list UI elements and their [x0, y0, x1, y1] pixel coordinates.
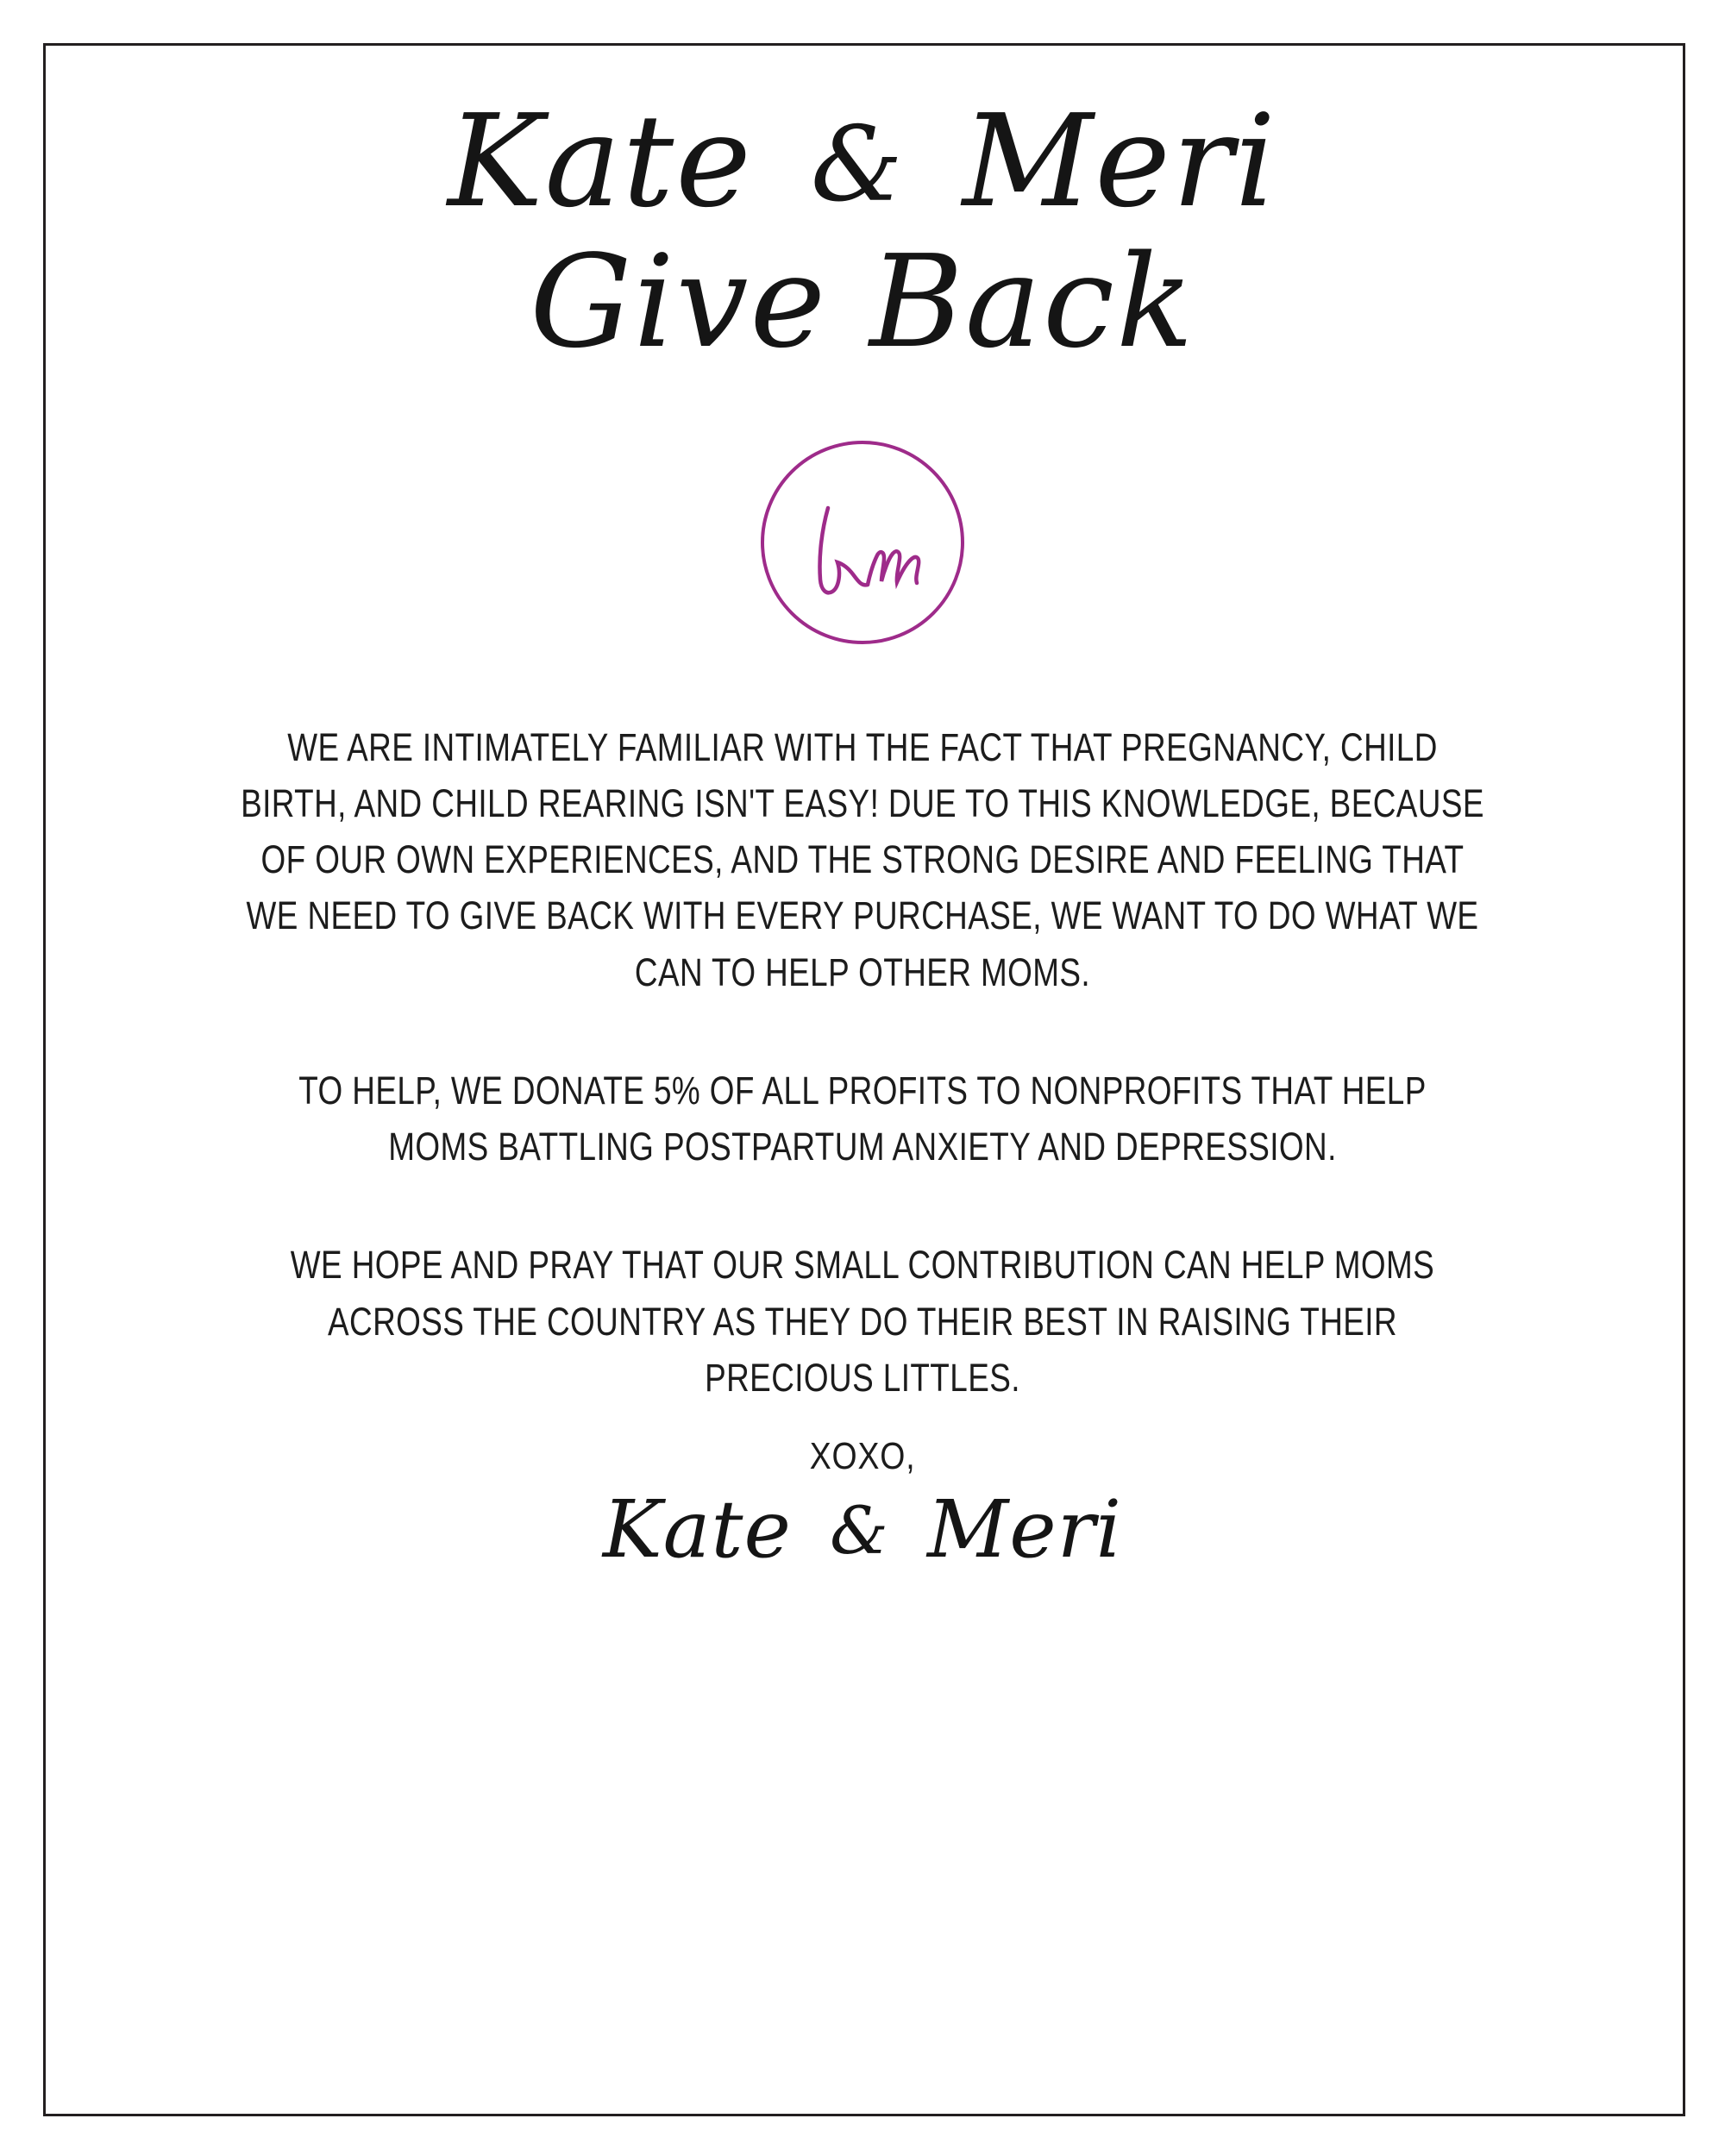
title-name-meri: Meri: [962, 87, 1277, 235]
paragraph-mission: WE ARE INTIMATELY FAMILIAR WITH THE FACT THAT PREGNANCY, CHILD BIRTH, AND CHILD REARING ISN'T EASY! DUE TO THIS KNOWLEDGE, BECAUSE OF OUR OWN EXPERIENCES, AND THE STRONG DESIRE AND FEELING THAT WE NEED TO GIVE BACK WITH EVERY PURCHASE, WE WANT TO DO WHAT WE CAN TO HELP OTHER MOMS.: [241, 724, 1484, 994]
title-name-kate: Kate: [447, 87, 753, 235]
signature-kate: Kate: [602, 1483, 792, 1576]
closing-text: XOXO,: [809, 1435, 916, 1478]
signature-names: [603, 1483, 1122, 1576]
paragraph-donation: TO HELP, WE DONATE 5% OF ALL PROFITS TO NONPROFITS THAT HELP MOMS BATTLING POSTPARTUM ANXIETY AND DEPRESSION.: [298, 1068, 1427, 1169]
title-line-one: [447, 87, 1277, 235]
monogram-letter-m-icon: [868, 551, 919, 585]
monogram-letter-k-icon: [819, 508, 868, 592]
page-title: [447, 87, 1277, 377]
title-ampersand: &: [810, 105, 905, 225]
body-text: [95, 719, 1630, 1407]
monogram-circle-icon: [762, 442, 963, 642]
monogram-logo: [746, 426, 979, 659]
signature-block: [603, 1435, 1122, 1576]
flyer-content: [47, 43, 1678, 2122]
signature-meri: Meri: [927, 1483, 1123, 1576]
title-line-two: Give Back: [530, 228, 1195, 377]
signature-ampersand: &: [830, 1492, 889, 1570]
paragraph-hope: WE HOPE AND PRAY THAT OUR SMALL CONTRIBUTION CAN HELP MOMS ACROSS THE COUNTRY AS THEY DO THEIR BEST IN RAISING THEIR PRECIOUS LITTLES.: [290, 1243, 1435, 1400]
